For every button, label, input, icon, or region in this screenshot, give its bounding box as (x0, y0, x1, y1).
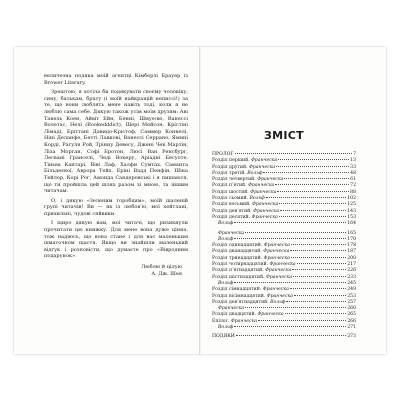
chapter-title: Розділ третій. (212, 170, 246, 176)
chapter-title: Розділ другий. (212, 164, 248, 170)
chapter-narrator: Франческа (218, 230, 245, 236)
dot-leader (234, 326, 346, 327)
page-number: 48 (350, 170, 356, 176)
ack-paragraph: Зрештою, я хотіла би подякувати своєму чоловіку, сину, батькам, брату (і моїй найкращій неписсі!) за те, що вони люблять мене навіть тоді, коли я не люблю сама себе. Дякую також усім моїм друзям: Аві Такель Коен, Айвіт Ейн, Бенні, Шмуелю, Ванессі Волетас, Нелі (Bookedddict), Шері Мейсон, Крістіні Лімаді, Бріттані Давидо-Крістоф, Саммер Коннелі, Ніні Деланфе, Бетті Лавкові, Ванессі Серрано, Ямині Корді, Рагуля Рой, Трінну Девесу, Джені Чек Мартін, Ліза Морган, Софі Бротон, Люсі Ван Ренсбург, Лесвані Гранселі, Чеді Вокеру, Аріадні Бесуоте, Тіньва Кантарі, Віві Лаф, Халфи Сумтах, Саманта Більдеєвої, Аврора Тейх, Еріні Вадд Пенфін, Шіна Тейлор, Корі Роґ, Амонда Сандеровські і я пишаюся, що ти пройшла цей шлях разом зі мною, та іншим читачам. (44, 89, 188, 195)
chapter-title: Розділ дев’ятнадцятий. (212, 299, 269, 305)
signoff (44, 264, 188, 277)
chapter-title: Розділ сімнадцятий. (212, 287, 262, 293)
dot-leader (263, 172, 349, 173)
page-number: 165 (347, 230, 356, 236)
chapter-title: Розділ восьмий. (212, 202, 251, 208)
chapter-narrator: Франческа (263, 255, 290, 261)
contents-list (212, 152, 356, 341)
chapter-narrator: Франческа (263, 249, 290, 255)
dot-leader (245, 307, 346, 308)
page-number: 257 (347, 299, 356, 305)
dot-leader (284, 178, 349, 179)
page-number: 102 (347, 196, 356, 202)
ack-paragraph: величезна подяка моїй агентці Кімберлі Брауер із Brower Literary. (44, 73, 188, 86)
dot-leader (285, 313, 347, 314)
dot-leader (297, 263, 347, 264)
chapter-narrator: Вольф (247, 170, 263, 176)
dot-leader (279, 203, 346, 204)
chapter-title: Епілог. (212, 318, 230, 324)
dot-leader (277, 191, 349, 192)
contents-entry (212, 221, 356, 227)
dot-leader (234, 238, 346, 239)
page-number: 170 (347, 236, 356, 242)
dot-leader (278, 159, 349, 160)
contents-entry-label (218, 325, 233, 331)
contents-entry-label (212, 334, 235, 340)
chapter-narrator: Франческа (251, 158, 278, 164)
dot-leader (279, 216, 346, 217)
page-number: 249 (347, 287, 356, 293)
chapter-title: Розділ п’ятнадцятий. (212, 268, 264, 274)
page-number: 253 (347, 293, 356, 299)
contents-title: ЗМІСТ (264, 129, 304, 142)
page-number: 13 (350, 158, 356, 164)
dot-leader (293, 276, 346, 277)
chapter-title: Розділ четвертий. (212, 177, 256, 183)
dot-leader (280, 210, 346, 211)
page-number: 61 (350, 177, 356, 183)
contents-entry (212, 325, 356, 331)
page-number: 245 (347, 280, 356, 286)
page-number: 226 (347, 268, 356, 274)
chapter-narrator: Франческа (253, 208, 280, 214)
signoff-line: Люблю й цілую (141, 264, 182, 271)
chapter-title: Розділ тринадцятий. (212, 255, 263, 261)
chapter-title: Розділ сьомий. (212, 196, 249, 202)
page-number: 273 (347, 334, 356, 340)
dot-leader (286, 301, 346, 302)
page-number: 266 (347, 318, 356, 324)
chapter-narrator: Вольф (218, 221, 234, 227)
dot-leader (292, 269, 346, 270)
chapter-narrator: Франческа (265, 274, 293, 280)
page-number: 265 (347, 312, 356, 318)
dot-leader (234, 282, 346, 283)
chapter-title: Розділ дев’ятий. (212, 208, 252, 214)
contents-page (200, 47, 386, 354)
page-number: 125 (347, 202, 356, 208)
chapter-title: Розділ чотирнадцятий. (212, 262, 268, 268)
dot-leader (291, 257, 346, 258)
chapter-title: Розділ одинадцятий. (212, 243, 263, 249)
acknowledgments-page (14, 47, 200, 354)
chapter-narrator: Вольф (249, 196, 265, 202)
ack-paragraph: О, і дякую «Зеленим горобцям», моїй шаленій групі читачів! Ви — як із любов’ю, мої хейтлані, прихильні, чудові сяйвики. (44, 197, 188, 217)
chapter-narrator: Франческа (250, 189, 277, 195)
dot-leader (234, 222, 346, 223)
chapter-title: Розділ п’ятий. (212, 183, 247, 189)
dot-leader (290, 250, 346, 251)
page-number: 143 (347, 208, 356, 214)
dot-leader (276, 166, 349, 167)
page-number: 164 (347, 221, 356, 227)
chapter-narrator: Вольф (218, 236, 234, 242)
chapter-title: Розділ дванадцятий. (212, 249, 262, 255)
page-number: 187 (347, 249, 356, 255)
chapter-title: Розділ перший. (212, 158, 250, 164)
chapter-narrator: Франческа (252, 202, 279, 208)
dot-leader (291, 244, 346, 245)
page-number: 200 (347, 255, 356, 261)
ack-paragraph: І щиро дякую вам, мої читачі, що ризикнули прочитати цю книжку. Для мене вона дуже цінна, тож надіюсь, що вона стане і для вас маленьким шматочком щастя. Якщо ви знайшли маленький відгук і розповісти, що думаєте про «Вівродним подарунок». (44, 220, 188, 260)
chapter-narrator: Франческа (262, 287, 289, 293)
chapter-narrator: Франческа (266, 293, 293, 299)
chapter-title: ПРОЛОГ (212, 152, 234, 157)
chapter-narrator: Вольф (218, 325, 234, 331)
chapter-narrator: Вольф (218, 280, 234, 286)
chapter-narrator: Франческа (263, 243, 290, 249)
chapter-title: ПОДЯКИ (212, 334, 235, 340)
chapter-title: Розділ шостий. (212, 189, 249, 195)
chapter-narrator: Франческа (218, 306, 245, 312)
author-signature: А. Дж. Шея (151, 270, 182, 277)
chapter-narrator: Франческа (269, 262, 296, 268)
dot-leader (294, 295, 346, 296)
chapter-narrator: Франческа (257, 312, 284, 318)
page-number: 72 (350, 183, 356, 189)
acknowledgments-text (44, 73, 188, 260)
contents-entry-label (218, 221, 233, 227)
chapter-narrator: Франческа (248, 183, 275, 189)
contents-entry (212, 334, 356, 340)
chapter-narrator: Франческа (230, 318, 258, 324)
chapter-title: Розділ десятий. (212, 214, 251, 220)
chapter-narrator: Франческа (251, 214, 278, 220)
page-number: 88 (350, 189, 356, 195)
chapter-narrator: Франческа (248, 164, 276, 170)
page-number: 217 (347, 262, 356, 268)
book-spread (14, 47, 386, 354)
chapter-narrator: Вольф (270, 299, 286, 305)
dot-leader (266, 197, 347, 198)
dot-leader (235, 153, 353, 154)
chapter-title: Розділ вісімнадцятий. (212, 293, 266, 299)
page-number: 7 (353, 152, 356, 157)
chapter-narrator: Франческа (265, 268, 292, 274)
chapter-title: Розділ шістнадцятий. (212, 274, 265, 280)
dot-leader (236, 335, 346, 336)
dot-leader (245, 232, 346, 233)
chapter-title: Розділ двадцятий. (212, 312, 256, 318)
chapter-narrator: Франческа (257, 177, 284, 183)
page-number: 178 (347, 243, 356, 249)
page-number: 233 (347, 274, 356, 280)
dot-leader (258, 320, 346, 321)
dot-leader (275, 184, 349, 185)
page-number: 271 (347, 325, 356, 331)
dot-leader (290, 288, 346, 289)
page-number: 153 (347, 214, 356, 220)
page-number: 260 (347, 306, 356, 312)
page-number: 33 (350, 164, 356, 170)
